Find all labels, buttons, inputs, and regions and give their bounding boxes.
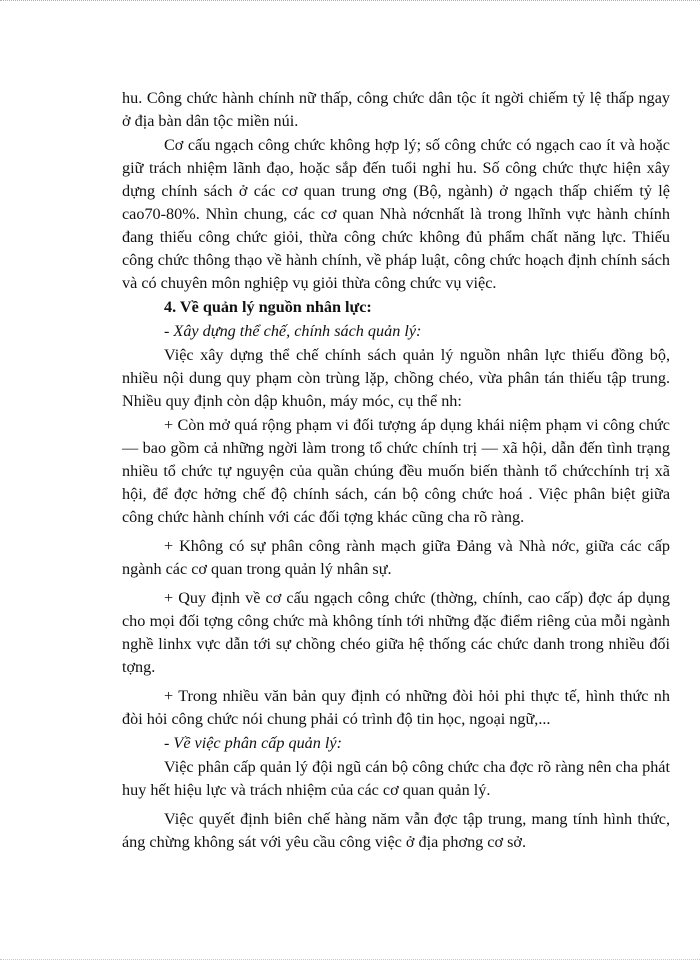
paragraph-6: + Không có sự phân công rành mạch giữa Đảng và Nhà nớc, giữa các cấp ngành các cơ quan trong quản lý nhân sự. [122, 537, 670, 578]
paragraph-1: Cơ cấu ngạch công chức không hợp lý; số công chức có ngạch cao ít và hoặc giữ trách nhiệm lãnh đạo, hoặc sắp đến tuổi nghỉ hu. Số công chức thực hiện xây dựng chính sách ở các cơ quan trung ơng (Bộ, ngành) ở ngạch thấp chiếm tỷ lệ cao70-80%. Nhìn chung, các cơ quan Nhà nớcnhất là trong lhĩnh vực hành chính đang thiếu công chức giỏi, thừa công chức không đủ phẩm chất năng lực. Thiếu công chức thông thạo về hành chính, về pháp luật, công chức hoạch định chính sách và có chuyên môn nghiệp vụ giỏi thừa công chức vụ việc. [122, 136, 670, 292]
paragraph-10: Việc phân cấp quản lý đội ngũ cán bộ công chức cha đợc rõ ràng nên cha phát huy hết hiệu lực và trách nhiệm của các cơ quan quản lý. [122, 758, 670, 799]
paragraph-0: hu. Công chức hành chính nữ thấp, công chức dân tộc ít ngời chiếm tỷ lệ thấp ngay ở địa bàn dân tộc miền núi. [122, 89, 670, 130]
paragraph-11: Việc quyết định biên chế hàng năm vẫn đợc tập trung, mang tính hình thức, áng chừng không sát với yêu cầu công việc ở địa phơng cơ sở. [122, 810, 670, 851]
paragraph-8: + Trong nhiều văn bản quy định có những đòi hỏi phi thực tế, hình thức nh đòi hỏi công chức nói chung phải có trình độ tin học, ngoại ngữ,... [122, 687, 670, 728]
section-heading: 4. Về quản lý nguồn nhân lực: [164, 298, 372, 316]
paragraph-7: + Quy định về cơ cấu ngạch công chức (thờng, chính, cao cấp) đợc áp dụng cho mọi đối tợng công chức mà không tính tới những đặc điểm riêng của mỗi ngành nghề linhx vực dẫn tới sự chồng chéo giữa hệ thống các chức danh trong nhiều đối tợng. [122, 589, 670, 676]
paragraph-5: + Còn mở quá rộng phạm vi đối tượng áp dụng khái niệm phạm vi công chức — bao gồm cả những ngời làm trong tổ chức chính trị — xã hội, dẫn đến tình trạng nhiều tổ chức tự nguyện của quần chúng đều muốn biến thành tổ chứcchính trị xã hội, để đợc hởng chế độ chính sách, cán bộ công chức hoá . Việc phân biệt giữa công chức hành chính với các đối tợng khác cũng cha rõ ràng. [122, 416, 670, 526]
paragraph-4: Việc xây dựng thể chế chính sách quản lý nguồn nhân lực thiếu đồng bộ, nhiều nội dung quy phạm còn trùng lặp, chồng chéo, vừa phân tán thiếu tập trung. Nhiều quy định còn dập khuôn, máy móc, cụ thể nh: [122, 346, 670, 410]
document-body [122, 87, 670, 855]
subheading-policy: - Xây dựng thể chế, chính sách quản lý: [164, 322, 422, 340]
subheading-decentralization: - Về việc phân cấp quản lý: [164, 734, 342, 752]
